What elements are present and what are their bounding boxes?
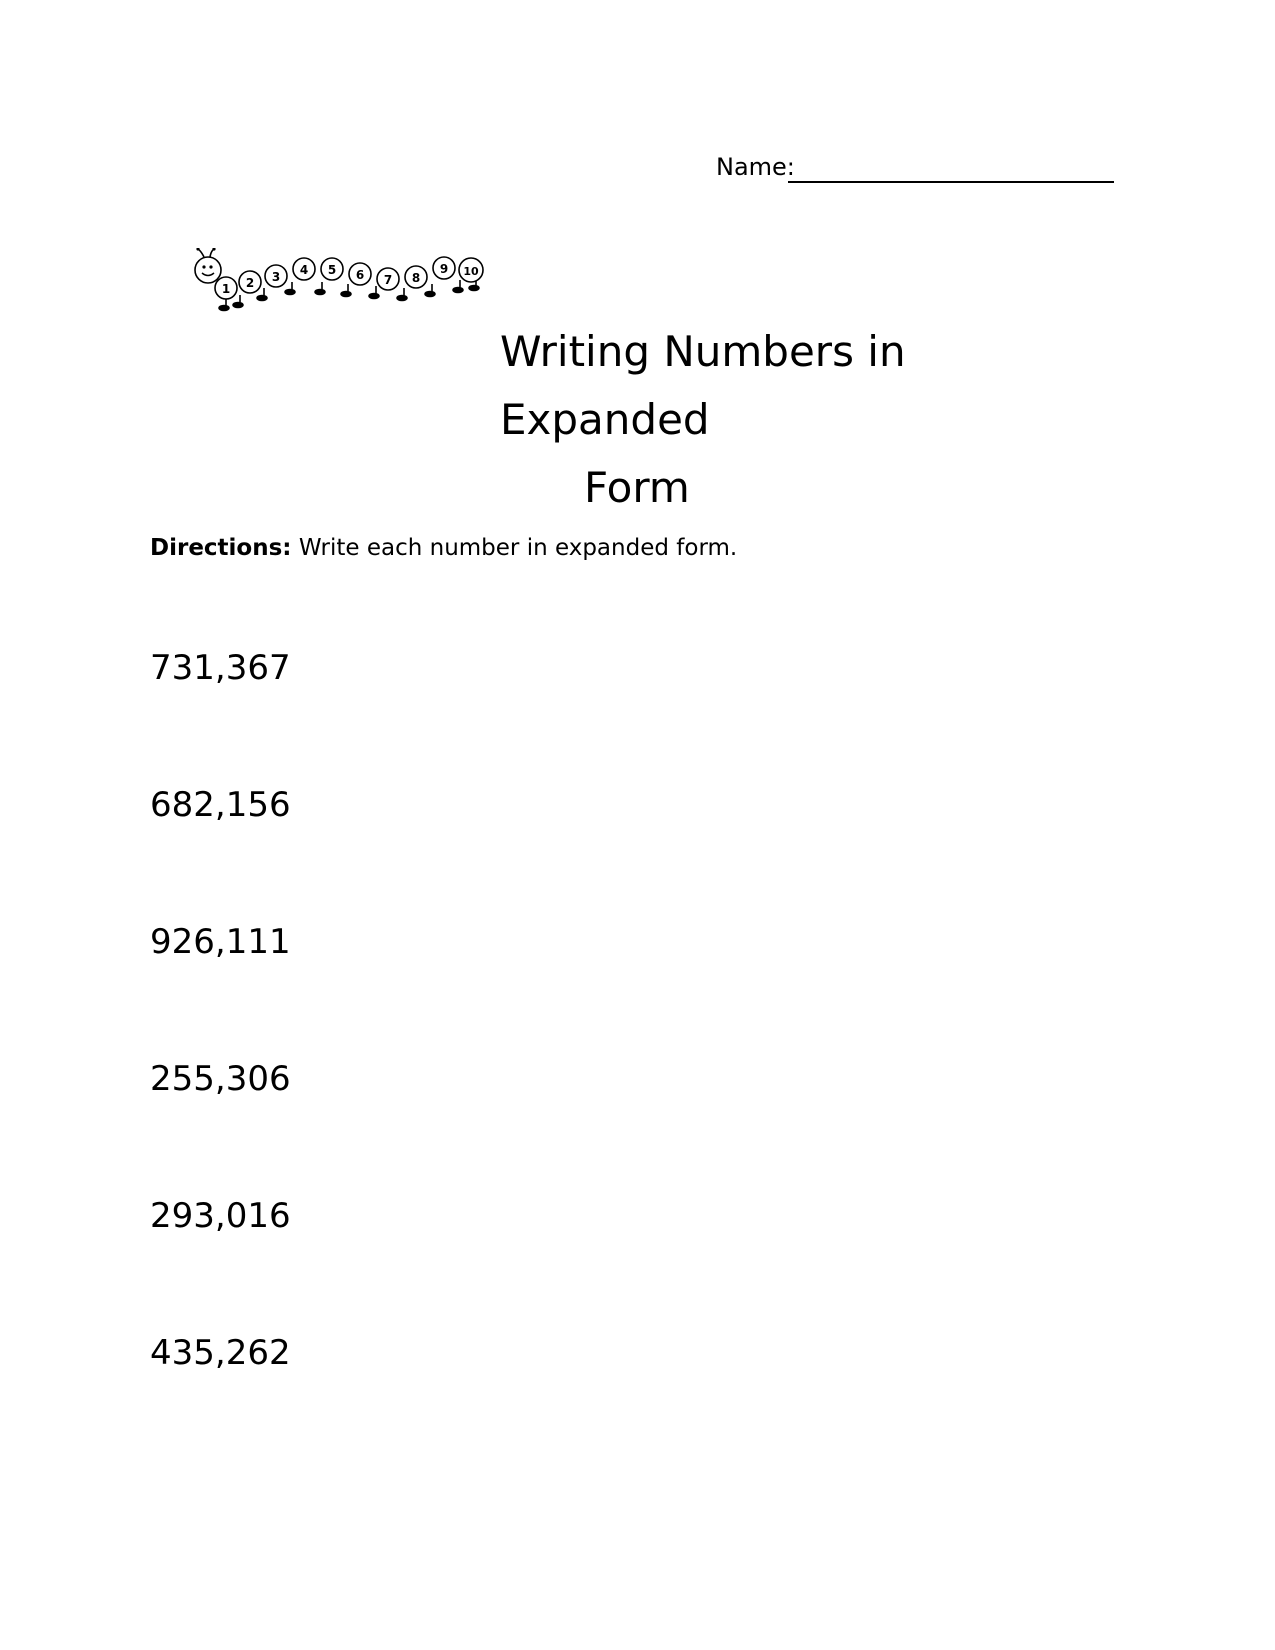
caterpillar-segment (215, 277, 237, 299)
svg-text:1: 1 (221, 282, 231, 296)
worksheet-title (500, 318, 1120, 522)
caterpillar-segment (459, 258, 483, 282)
caterpillar-segment (321, 258, 343, 280)
svg-text:7: 7 (383, 273, 393, 287)
svg-text:4: 4 (299, 263, 309, 277)
problem-number: 293,016 (150, 1196, 291, 1236)
name-field[interactable] (716, 148, 1116, 188)
svg-text:6: 6 (355, 268, 365, 282)
name-blank-line[interactable] (788, 181, 1114, 183)
caterpillar-segment (405, 266, 427, 288)
title-line-2: Form (584, 463, 690, 512)
problem-number: 435,262 (150, 1333, 291, 1373)
caterpillar-icon (192, 248, 502, 322)
caterpillar-segment (377, 268, 399, 290)
caterpillar-segment (433, 257, 455, 279)
directions (150, 533, 737, 563)
svg-text:8: 8 (411, 271, 421, 285)
name-label: Name: (716, 153, 795, 181)
caterpillar-segment (239, 271, 261, 293)
problem-number: 682,156 (150, 785, 291, 825)
caterpillar-segment (265, 265, 287, 287)
caterpillar-segment (349, 263, 371, 285)
directions-label: Directions: (150, 535, 292, 561)
svg-text:3: 3 (271, 270, 281, 284)
problem-number: 731,367 (150, 648, 291, 688)
problem-number: 926,111 (150, 922, 291, 962)
svg-text:9: 9 (439, 262, 449, 276)
title-line-1: Writing Numbers in Expanded (500, 327, 906, 444)
directions-text: Write each number in expanded form. (298, 535, 738, 561)
svg-text:10: 10 (463, 265, 479, 278)
svg-text:5: 5 (327, 263, 337, 277)
problem-number: 255,306 (150, 1059, 291, 1099)
caterpillar-segment (293, 258, 315, 280)
svg-text:2: 2 (245, 276, 255, 290)
